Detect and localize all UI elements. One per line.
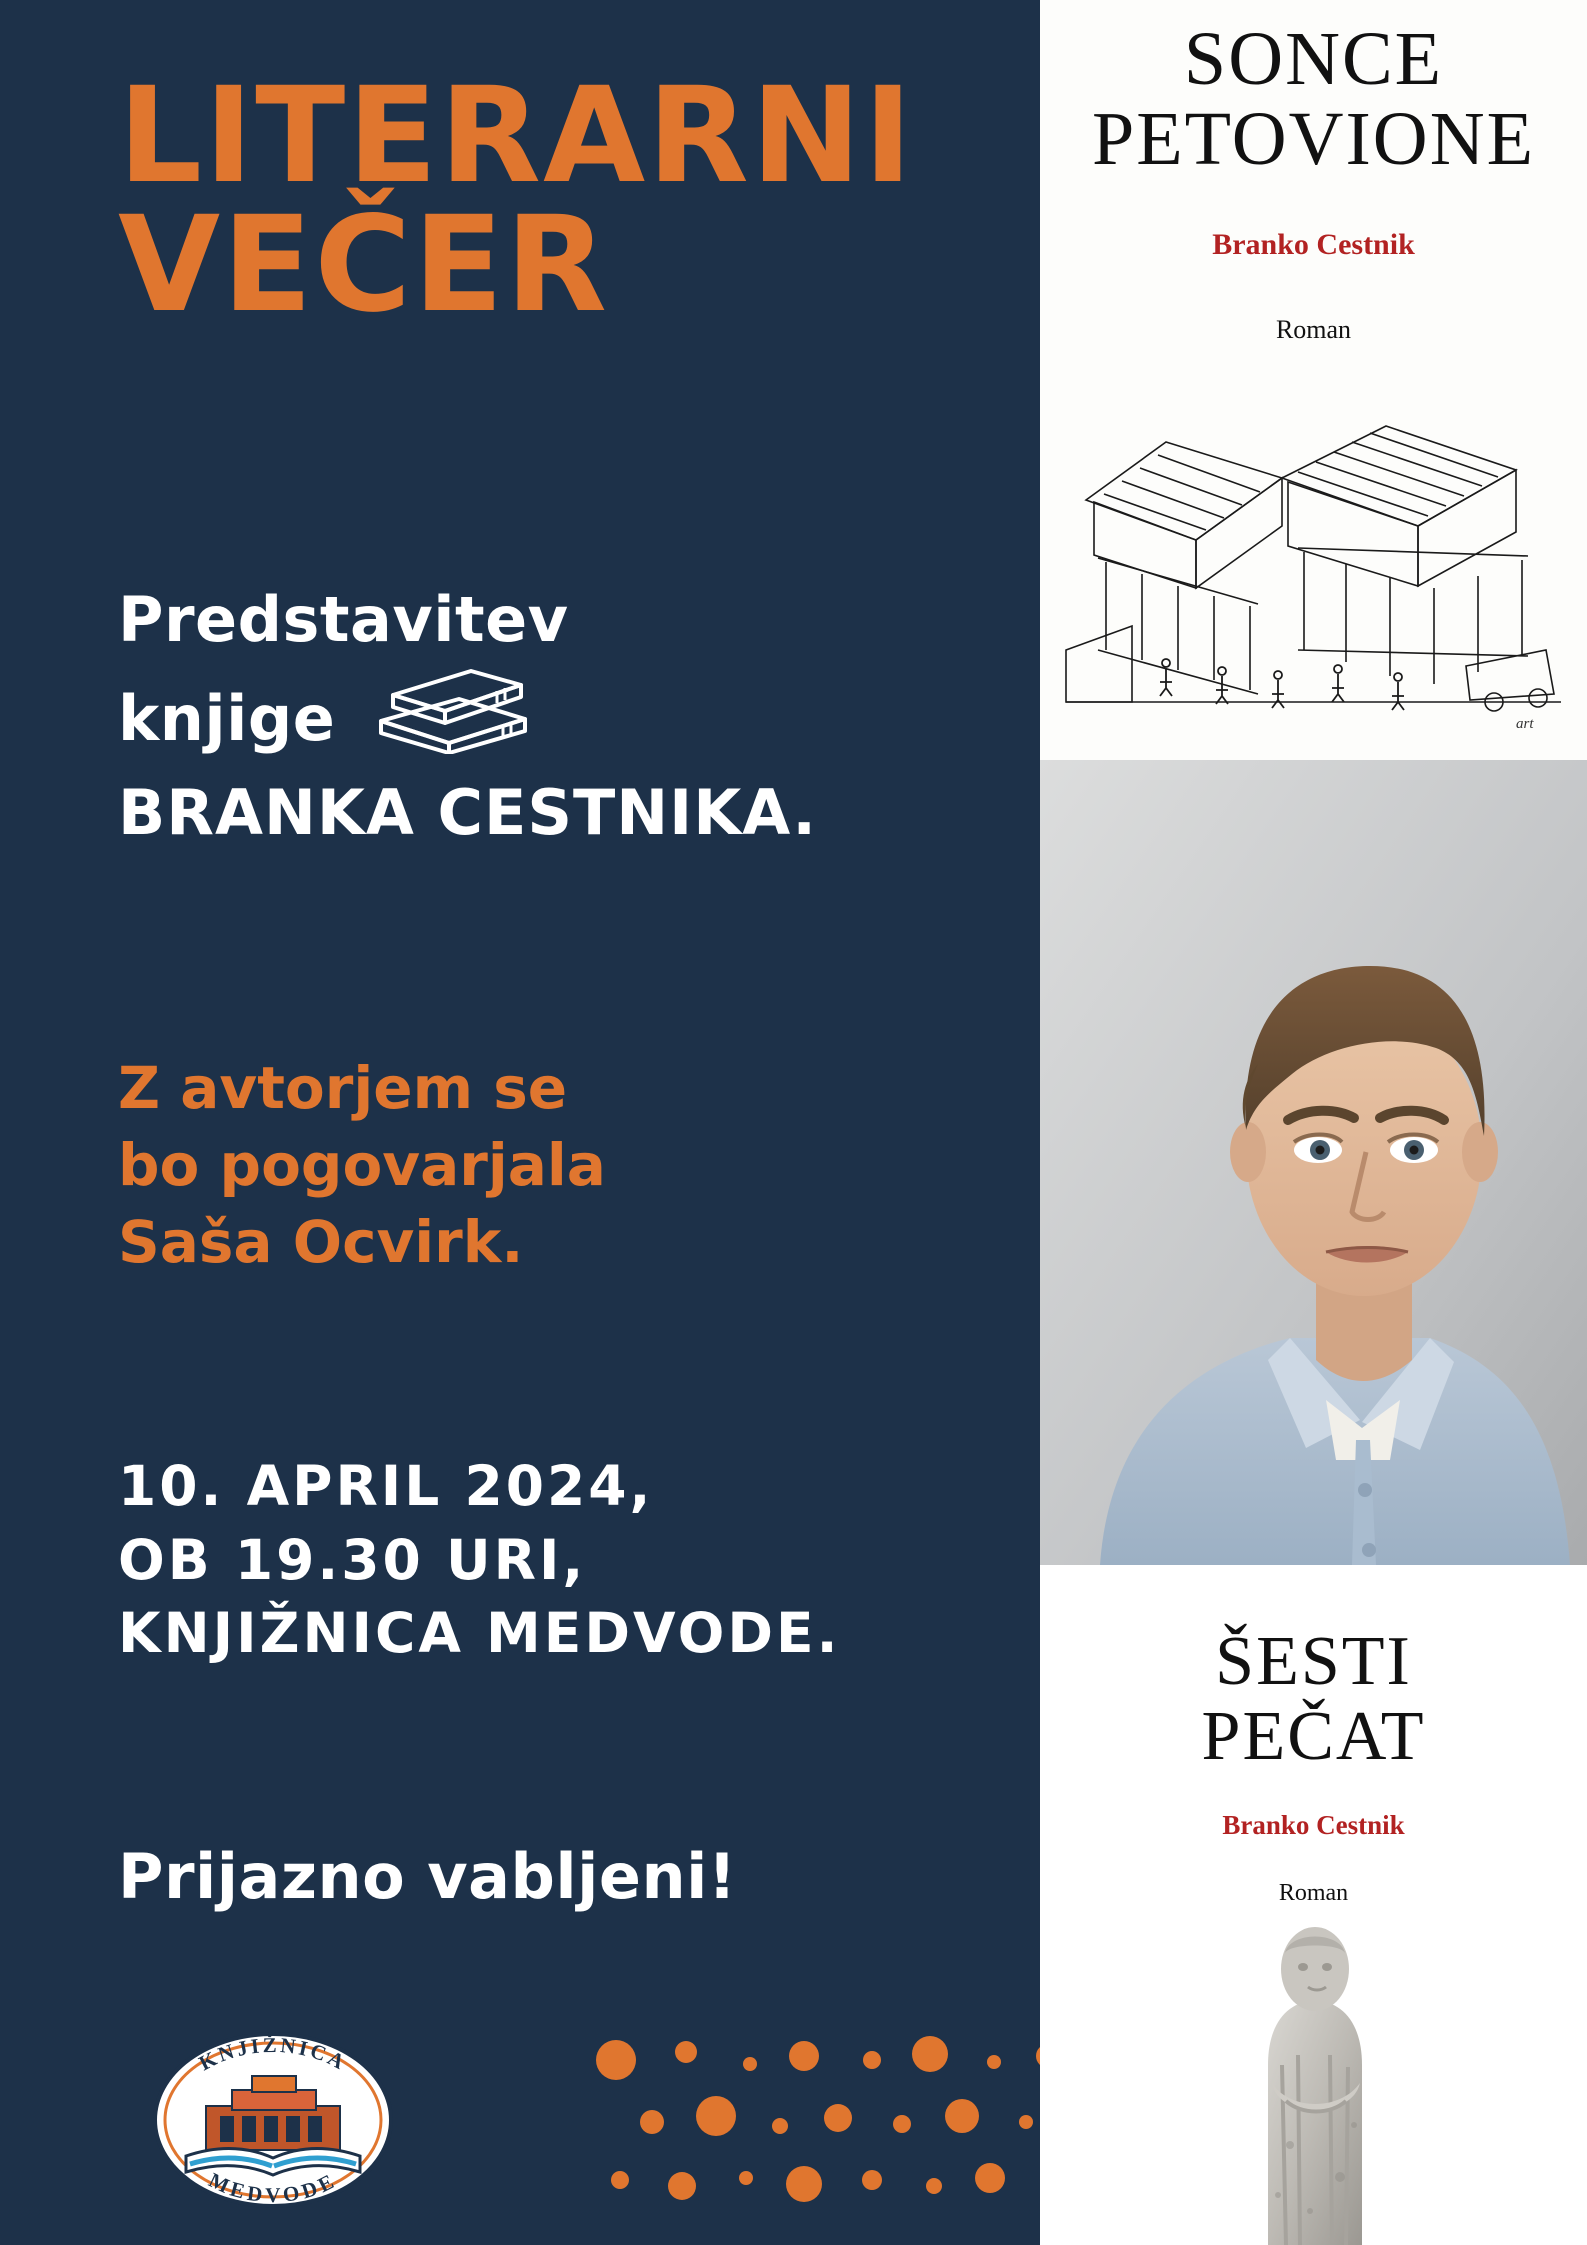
book-two-title-line-2: PEČAT [1201,1697,1426,1775]
book-cover-sonce-petovione [1040,0,1587,760]
book-two-illustration [1190,1915,1440,2245]
event-time: OB 19.30 URI, [118,1527,587,1592]
books-icon [375,659,540,772]
title-line-1: LITERARNI [118,59,915,213]
event-details-block [118,1450,998,1671]
book-two-subtitle: Roman [1278,1880,1349,1906]
library-logo [128,2020,418,2220]
event-venue: KNJIŽNICA MEDVODE. [118,1601,841,1666]
presentation-line-1: Predstavitev [118,583,569,656]
presentation-block [118,580,978,852]
book-one-title [1040,17,1587,181]
moderator-line-3: Saša Ocvirk. [118,1208,524,1277]
book-cover-sesti-pecat [1040,1565,1587,2245]
moderator-block [118,1050,978,1281]
event-date: 10. APRIL 2024, [118,1454,654,1518]
presentation-line-2-row [118,659,978,772]
logo-top-text: KNJIŽNICA [194,2032,352,2076]
book-one-author: Branko Cestnik [1212,228,1415,261]
logo-bottom-text: MEDVODE [205,2167,341,2208]
welcome-text: Prijazno vabljeni! [118,1840,737,1913]
presentation-line-2: knjige [118,682,336,756]
book-one-subtitle: Roman [1275,315,1352,344]
book-two-title [1040,1625,1587,1775]
book-one-illustration [1046,350,1581,740]
moderator-line-2: bo pogovarjala [118,1131,606,1200]
presentation-line-3: BRANKA CESTNIKA. [118,775,817,849]
moderator-line-1: Z avtorjem se [118,1054,568,1122]
illustration-signature: art [1516,716,1534,732]
book-one-title-line-2: PETOVIONE [1091,96,1535,181]
book-one-title-line-1: SONCE [1183,17,1444,101]
book-two-title-line-1: ŠESTI [1215,1623,1412,1700]
right-image-column [1040,0,1587,2245]
author-portrait [1040,760,1587,1565]
page-title [118,59,978,343]
title-line-2: VEČER [118,188,610,343]
book-two-author: Branko Cestnik [1222,1810,1405,1840]
